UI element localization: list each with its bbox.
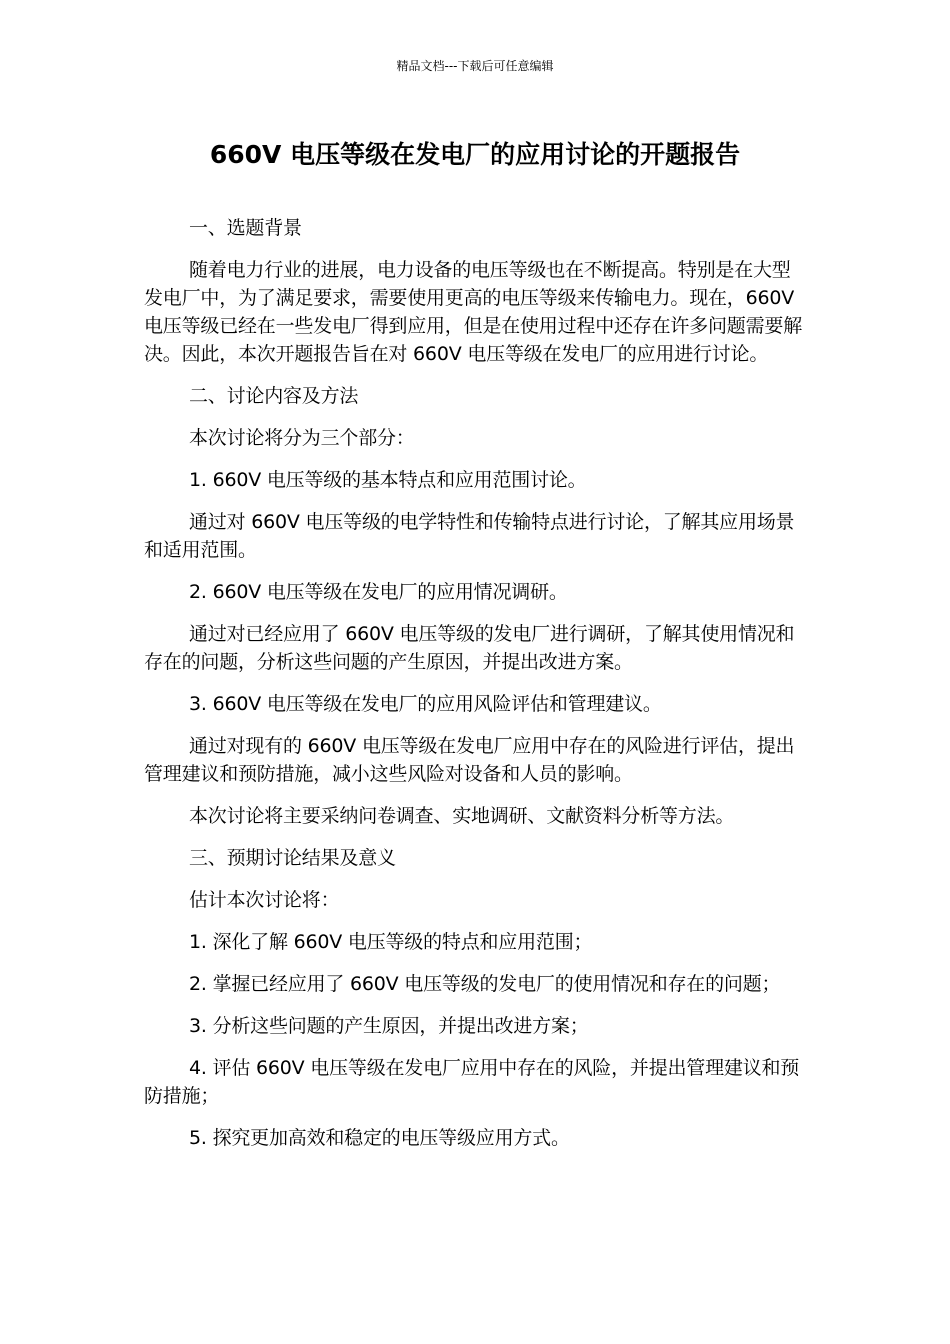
paragraph-methods: 本次讨论将主要采纳问卷调查、实地调研、文献资料分析等方法。 — [189, 805, 735, 827]
list-item-part-2: 2. 660V 电压等级在发电厂的应用情况调研。 — [189, 581, 568, 603]
paragraph-results-intro: 估计本次讨论将： — [189, 889, 340, 911]
paragraph-part-3-detail: 通过对现有的 660V 电压等级在发电厂应用中存在的风险进行评估，提出管理建议和预防措施，减小这些风险对设备和人员的影响。 — [144, 735, 795, 785]
paragraph-part-1-detail: 通过对 660V 电压等级的电学特性和传输特点进行讨论，了解其应用场景和适用范围。 — [144, 511, 795, 561]
document-body — [144, 214, 804, 1166]
paragraph-parts-intro: 本次讨论将分为三个部分： — [189, 427, 415, 449]
list-item-result-5: 5. 探究更加高效和稳定的电压等级应用方式。 — [189, 1127, 570, 1149]
list-item-result-4: 4. 评估 660V 电压等级在发电厂应用中存在的风险，并提出管理建议和预防措施； — [144, 1057, 800, 1107]
list-item-result-1: 1. 深化了解 660V 电压等级的特点和应用范围； — [189, 931, 593, 953]
paragraph-background: 随着电力行业的进展，电力设备的电压等级也在不断提高。特别是在大型发电厂中，为了满足要求，需要使用更高的电压等级来传输电力。现在，660V 电压等级已经在一些发电厂得到应用，但是在使用过程中还存在许多问题需要解决。因此，本次开题报告旨在对 660V 电压等级在发电厂的应用进行讨论。 — [144, 259, 803, 365]
section-heading-content-method: 二、讨论内容及方法 — [189, 385, 359, 407]
document-title: 660V 电压等级在发电厂的应用讨论的开题报告 — [209, 140, 741, 169]
list-item-part-3: 3. 660V 电压等级在发电厂的应用风险评估和管理建议。 — [189, 693, 662, 715]
section-heading-background: 一、选题背景 — [189, 217, 302, 239]
list-item-part-1: 1. 660V 电压等级的基本特点和应用范围讨论。 — [189, 469, 587, 491]
list-item-result-2: 2. 掌握已经应用了 660V 电压等级的发电厂的使用情况和存在的问题； — [189, 973, 781, 995]
paragraph-part-2-detail: 通过对已经应用了 660V 电压等级的发电厂进行调研，了解其使用情况和存在的问题，分析这些问题的产生原因，并提出改进方案。 — [144, 623, 795, 673]
list-item-result-3: 3. 分析这些问题的产生原因，并提出改进方案； — [189, 1015, 589, 1037]
section-heading-expected-results: 三、预期讨论结果及意义 — [189, 847, 396, 869]
page-header-note: 精品文档---下载后可任意编辑 — [396, 59, 554, 73]
